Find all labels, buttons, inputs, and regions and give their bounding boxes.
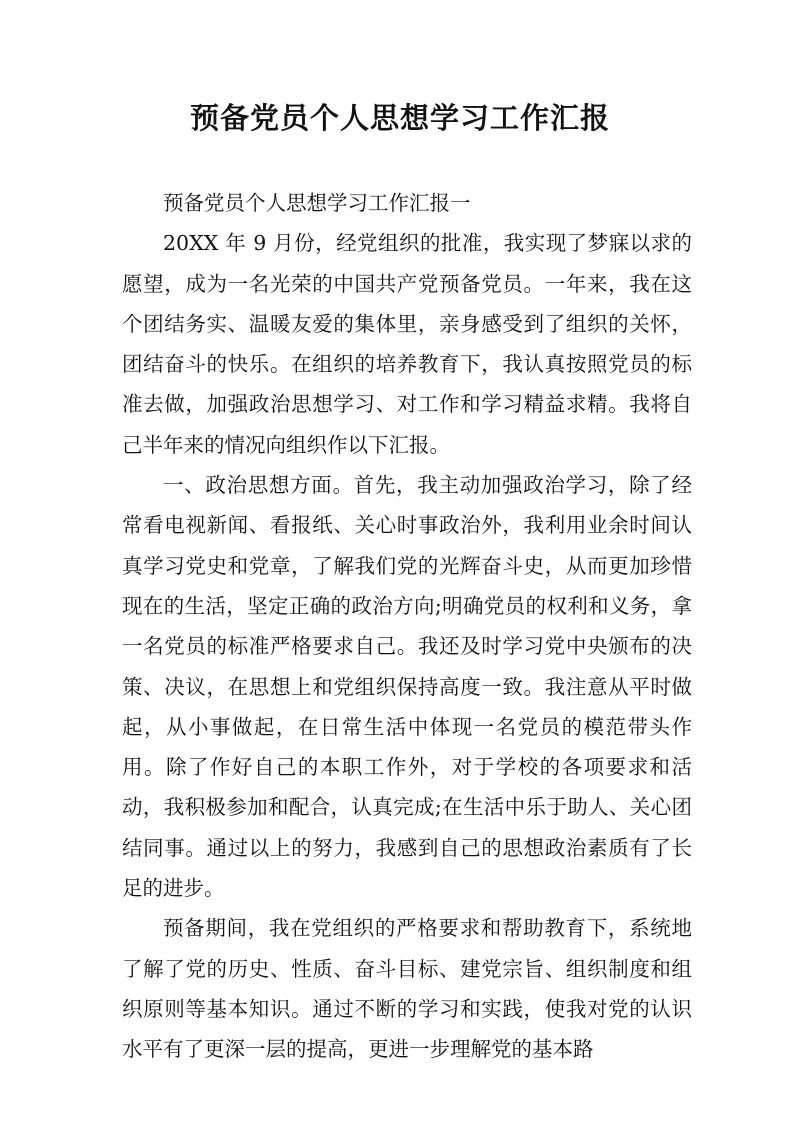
paragraph-probation-period: 预备期间，我在党组织的严格要求和帮助教育下，系统地了解了党的历史、性质、奋斗目标、建党宗旨、组织制度和组织原则等基本知识。通过不断的学习和实践，使我对党的认识水平有了更深一层的提高，更进一步理解党的基本路 — [122, 916, 692, 1062]
paragraph-intro: 20XX 年 9 月份，经党组织的批准，我实现了梦寐以求的愿望，成为一名光荣的中国共产党预备党员。一年来，我在这个团结务实、温暖友爱的集体里，亲身感受到了组织的关怀，团结奋斗的快乐。在组织的培养教育下，我认真按照党员的标准去做，加强政治思想学习、对工作和学习精益求精。我将自己半年来的情况向组织作以下汇报。 — [122, 231, 692, 457]
document-body — [122, 183, 692, 1070]
paragraph-political-thought: 一、政治思想方面。首先，我主动加强政治学习，除了经常看电视新闻、看报纸、关心时事政治外，我利用业余时间认真学习党史和党章，了解我们党的光辉奋斗史，从而更加珍惜现在的生活，坚定正确的政治方向;明确党员的权利和义务，拿一名党员的标准严格要求自己。我还及时学习党中央颁布的决策、决议，在思想上和党组织保持高度一致。我注意从平时做起，从小事做起，在日常生活中体现一名党员的模范带头作用。除了作好自己的本职工作外，对于学校的各项要求和活动，我积极参加和配合，认真完成;在生活中乐于助人、关心团结同事。通过以上的努力，我感到自己的思想政治素质有了长足的进步。 — [122, 473, 692, 901]
paragraph-subtitle: 预备党员个人思想学习工作汇报一 — [163, 191, 471, 215]
document-title: 预备党员个人思想学习工作汇报 — [189, 101, 610, 135]
